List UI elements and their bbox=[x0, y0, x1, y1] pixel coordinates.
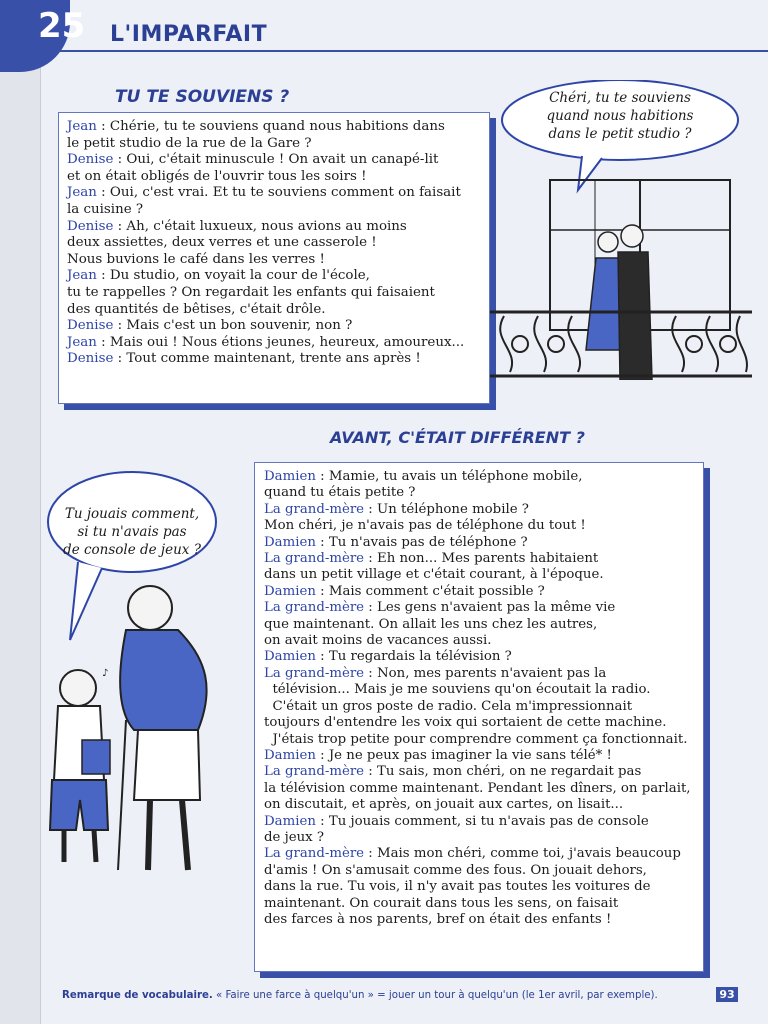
dialogue-text: tu te rappelles ? On regardait les enfants qui faisaient bbox=[67, 284, 435, 300]
dialogue-text: d'amis ! On s'amusait comme des fous. On jouait dehors, bbox=[264, 862, 647, 878]
dialogue-text: : Tu sais, mon chéri, on ne regardait pas bbox=[364, 764, 642, 780]
dialogue-line bbox=[264, 814, 703, 830]
lesson-number: 25 bbox=[38, 6, 86, 46]
dialogue-text: quand tu étais petite ? bbox=[264, 485, 416, 501]
dialogue-line bbox=[67, 136, 489, 153]
dialogue-line bbox=[264, 863, 703, 879]
dialogue-text: : Oui, c'était minuscule ! On avait un canapé-lit bbox=[113, 152, 439, 168]
dialogue-text: la télévision comme maintenant. Pendant les dîners, on parlait, bbox=[264, 780, 691, 796]
dialogue-line bbox=[264, 846, 703, 862]
dialogue-text: : Mais comment c'était possible ? bbox=[315, 583, 545, 599]
bubble-line: Chéri, tu te souviens bbox=[549, 90, 691, 106]
speaker-name: La grand-mère bbox=[264, 665, 365, 681]
dialogue-text: : Tu jouais comment, si tu n'avais pas de console bbox=[315, 813, 649, 829]
speaker-name: Damien bbox=[264, 469, 316, 484]
speaker-name: La grand-mère bbox=[264, 600, 365, 616]
section-title-avant: AVANT, C'ÉTAIT DIFFÉRENT ? bbox=[330, 428, 585, 447]
bubble-line: Tu jouais comment, bbox=[64, 506, 200, 522]
speaker-name: Jean bbox=[67, 268, 97, 284]
dialogue-line bbox=[264, 830, 703, 846]
dialogue-text: : Tu n'avais pas de téléphone ? bbox=[315, 534, 528, 550]
bubble-line: de console de jeux ? bbox=[63, 542, 201, 558]
dialogue-line bbox=[264, 699, 703, 715]
speaker-name: La grand-mère bbox=[264, 551, 365, 567]
dialogue-text: : Un téléphone mobile ? bbox=[364, 501, 529, 517]
section-title-souviens: TU TE SOUVIENS ? bbox=[115, 87, 290, 107]
dialogue-box-damien-grandmere bbox=[254, 462, 704, 972]
dialogue-line bbox=[264, 518, 703, 534]
dialogue-text: que maintenant. On allait les uns chez les autres, bbox=[264, 616, 598, 632]
dialogue-text: : Ah, c'était luxueux, nous avions au moins bbox=[113, 218, 407, 234]
header-rule bbox=[40, 50, 768, 52]
dialogue-line bbox=[67, 335, 489, 352]
dialogue-text: : Je ne peux pas imaginer la vie sans télé* ! bbox=[315, 747, 612, 763]
dialogue-text: : Tu regardais la télévision ? bbox=[315, 649, 512, 665]
dialogue-text: : Oui, c'est vrai. Et tu te souviens comment on faisait bbox=[96, 185, 461, 201]
bubble-line: si tu n'avais pas bbox=[77, 524, 187, 540]
speaker-name: La grand-mère bbox=[264, 501, 365, 517]
dialogue-line bbox=[67, 235, 489, 252]
dialogue-line bbox=[264, 781, 703, 797]
dialogue-line bbox=[264, 600, 703, 616]
dialogue-line bbox=[264, 748, 703, 764]
bubble-line: quand nous habitions bbox=[546, 108, 694, 124]
dialogue-line bbox=[264, 584, 703, 600]
vocabulary-note bbox=[62, 990, 658, 1001]
dialogue-line bbox=[264, 732, 703, 748]
dialogue-line bbox=[264, 715, 703, 731]
dialogue-text: et on était obligés de l'ouvrir tous les soirs ! bbox=[67, 168, 367, 184]
dialogue-text: de jeux ? bbox=[264, 829, 325, 845]
dialogue-line bbox=[67, 152, 489, 169]
dialogue-text: dans un petit village et c'était courant, à l'époque. bbox=[264, 567, 604, 583]
dialogue-line bbox=[67, 302, 489, 319]
speaker-name: Damien bbox=[264, 813, 316, 829]
dialogue-line bbox=[67, 318, 489, 335]
speaker-name: La grand-mère bbox=[264, 764, 365, 780]
dialogue-text: des farces à nos parents, bref on était des enfants ! bbox=[264, 911, 612, 927]
svg-text:♪: ♪ bbox=[102, 668, 109, 679]
dialogue-line bbox=[264, 797, 703, 813]
dialogue-line bbox=[264, 551, 703, 567]
dialogue-box-jean-denise bbox=[58, 112, 490, 404]
dialogue-text: on avait moins de vacances aussi. bbox=[264, 633, 492, 649]
dialogue-line bbox=[264, 879, 703, 895]
dialogue-text: maintenant. On courait dans tous les sens, on faisait bbox=[264, 895, 619, 911]
dialogue-line bbox=[264, 649, 703, 665]
dialogue-line bbox=[264, 502, 703, 518]
dialogue-text: : Eh non... Mes parents habitaient bbox=[364, 551, 599, 567]
page-edge bbox=[0, 0, 41, 1024]
chapter-title: L'IMPARFAIT bbox=[110, 22, 268, 47]
vocabulary-note-label: Remarque de vocabulaire. bbox=[62, 990, 213, 1001]
speaker-name: Denise bbox=[67, 152, 114, 168]
dialogue-text: : Tout comme maintenant, trente ans après ! bbox=[113, 351, 421, 367]
bubble-line: dans le petit studio ? bbox=[548, 126, 692, 142]
dialogue-text: J'étais trop petite pour comprendre comment ça fonctionnait. bbox=[264, 731, 688, 747]
speaker-name: Damien bbox=[264, 649, 316, 665]
dialogue-line bbox=[264, 912, 703, 928]
dialogue-line bbox=[67, 351, 489, 368]
speaker-name: Denise bbox=[67, 351, 114, 367]
dialogue-line bbox=[67, 202, 489, 219]
speaker-name: Denise bbox=[67, 318, 114, 334]
dialogue-text: : Mais mon chéri, comme toi, j'avais beaucoup bbox=[364, 846, 681, 862]
dialogue-line bbox=[67, 268, 489, 285]
speaker-name: Jean bbox=[67, 334, 97, 350]
dialogue-lines bbox=[59, 113, 489, 403]
dialogue-text: C'était un gros poste de radio. Cela m'impressionnait bbox=[264, 698, 633, 714]
dialogue-line bbox=[264, 469, 703, 485]
dialogue-text: on discutait, et après, on jouait aux cartes, on lisait... bbox=[264, 797, 624, 813]
dialogue-text: deux assiettes, deux verres et une casserole ! bbox=[67, 235, 377, 251]
speaker-name: Denise bbox=[67, 218, 114, 234]
dialogue-text: : Les gens n'avaient pas la même vie bbox=[364, 600, 616, 616]
dialogue-text: : Mais oui ! Nous étions jeunes, heureux, amoureux... bbox=[96, 334, 465, 350]
dialogue-line bbox=[264, 666, 703, 682]
dialogue-text: : Chérie, tu te souviens quand nous habitions dans bbox=[96, 119, 445, 134]
dialogue-line bbox=[264, 485, 703, 501]
dialogue-text: : Mamie, tu avais un téléphone mobile, bbox=[315, 469, 583, 484]
dialogue-text: télévision... Mais je me souviens qu'on écoutait la radio. bbox=[264, 682, 651, 698]
dialogue-lines bbox=[255, 463, 703, 971]
dialogue-line bbox=[264, 633, 703, 649]
dialogue-line bbox=[67, 285, 489, 302]
speaker-name: Jean bbox=[67, 119, 97, 134]
dialogue-line bbox=[67, 219, 489, 236]
dialogue-text: dans la rue. Tu vois, il n'y avait pas toutes les voitures de bbox=[264, 879, 651, 895]
dialogue-line bbox=[67, 185, 489, 202]
dialogue-line bbox=[264, 896, 703, 912]
speech-bubble-damien bbox=[52, 505, 212, 559]
dialogue-line bbox=[264, 764, 703, 780]
dialogue-text: Mon chéri, je n'avais pas de téléphone du tout ! bbox=[264, 518, 586, 534]
dialogue-line bbox=[67, 252, 489, 269]
speech-bubble-denise bbox=[530, 89, 710, 143]
page-number: 93 bbox=[716, 987, 738, 1002]
dialogue-text: le petit studio de la rue de la Gare ? bbox=[67, 135, 312, 151]
speaker-name: Jean bbox=[67, 185, 97, 201]
dialogue-line bbox=[67, 169, 489, 186]
dialogue-text: : Du studio, on voyait la cour de l'école, bbox=[96, 268, 370, 284]
dialogue-text: la cuisine ? bbox=[67, 201, 144, 217]
dialogue-text: : Mais c'est un bon souvenir, non ? bbox=[113, 318, 353, 334]
dialogue-line bbox=[264, 535, 703, 551]
vocabulary-note-text: « Faire une farce à quelqu'un » = jouer un tour à quelqu'un (le 1er avril, par exemple). bbox=[212, 990, 658, 1001]
speaker-name: La grand-mère bbox=[264, 846, 365, 862]
speaker-name: Damien bbox=[264, 534, 316, 550]
dialogue-text: toujours d'entendre les voix qui sortaient de cette machine. bbox=[264, 715, 667, 731]
dialogue-line bbox=[264, 617, 703, 633]
speaker-name: Damien bbox=[264, 583, 316, 599]
dialogue-line bbox=[67, 119, 489, 136]
dialogue-text: des quantités de bêtises, c'était drôle. bbox=[67, 301, 326, 317]
dialogue-line bbox=[264, 567, 703, 583]
dialogue-text: Nous buvions le café dans les verres ! bbox=[67, 251, 325, 267]
dialogue-text: : Non, mes parents n'avaient pas la bbox=[364, 665, 607, 681]
dialogue-line bbox=[264, 682, 703, 698]
speaker-name: Damien bbox=[264, 747, 316, 763]
